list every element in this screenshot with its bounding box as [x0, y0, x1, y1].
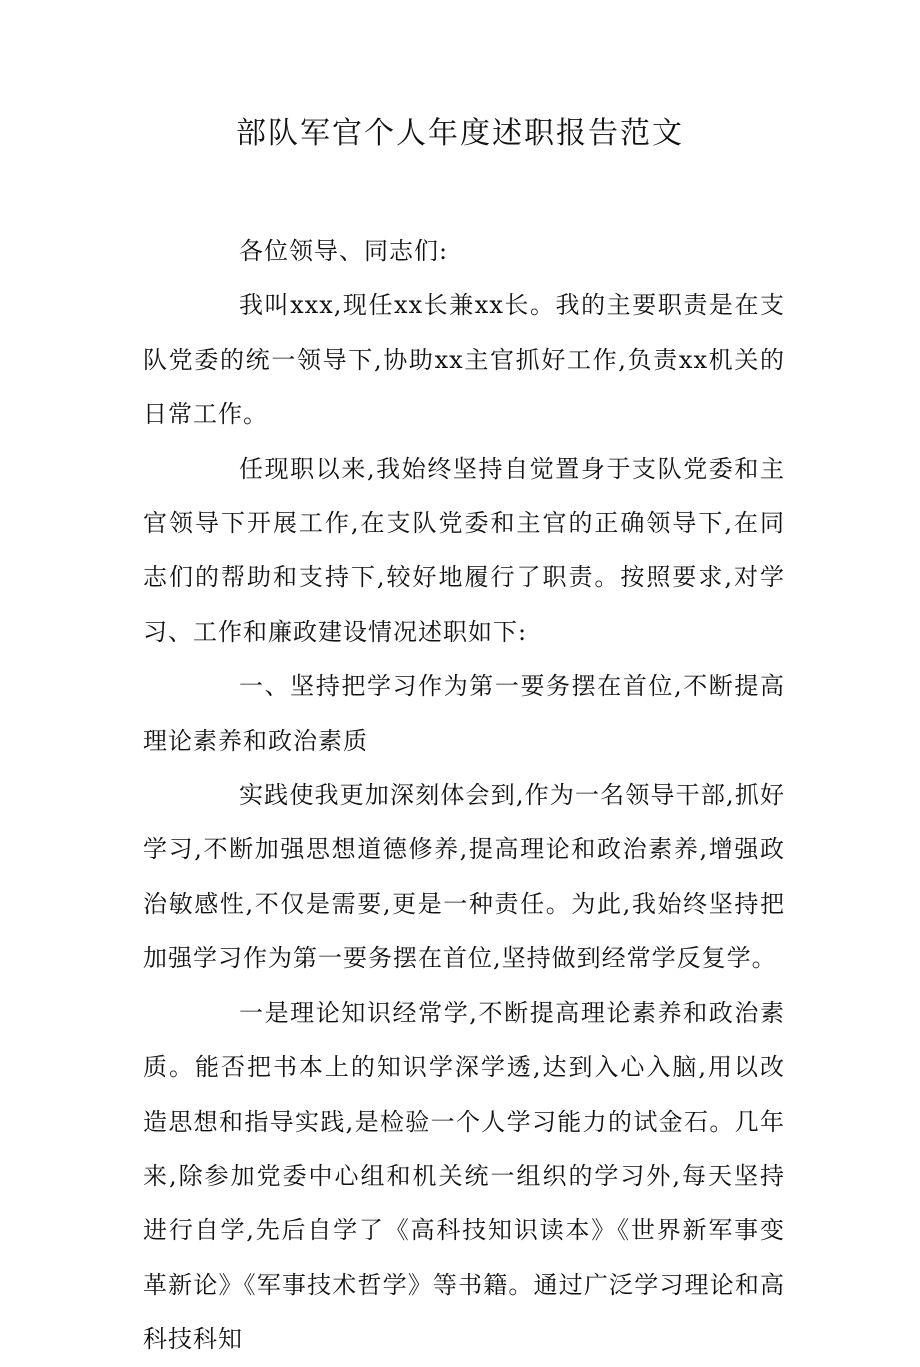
- document-body: [143, 224, 785, 1367]
- paragraph-introduction: 我叫xxx,现任xx长兼xx长。我的主要职责是在支队党委的统一领导下,协助xx主官抓好工作,负责xx机关的日常工作。: [143, 291, 785, 429]
- document-title: 部队军官个人年度述职报告范文: [236, 116, 684, 151]
- paragraph-salutation: 各位领导、同志们:: [239, 237, 449, 265]
- paragraph-section-1: 实践使我更加深刻体会到,作为一名领导干部,抓好学习,不断加强思想道德修养,提高理论和政治素养,增强政治敏感性,不仅是需要,更是一种责任。为此,我始终坚持把加强学习作为第一要务摆在首位,坚持做到经常学反复学。: [143, 781, 785, 973]
- section-heading-1: 一、坚持把学习作为第一要务摆在首位,不断提高理论素养和政治素质: [143, 672, 785, 755]
- paragraph-overview: 任现职以来,我始终坚持自觉置身于支队党委和主官领导下开展工作,在支队党委和主官的正确领导下,在同志们的帮助和支持下,较好地履行了职责。按照要求,对学习、工作和廉政建设情况述职如下:: [143, 454, 785, 646]
- paragraph-theory-study: 一是理论知识经常学,不断提高理论素养和政治素质。能否把书本上的知识学深学透,达到入心入脑,用以改造思想和指导实践,是检验一个人学习能力的试金石。几年来,除参加党委中心组和机关统一组织的学习外,每天坚持进行自学,先后自学了《高科技知识读本》《世界新军事变革新论》《军事技术哲学》等书籍。通过广泛学习理论和高科技科知: [143, 998, 785, 1354]
